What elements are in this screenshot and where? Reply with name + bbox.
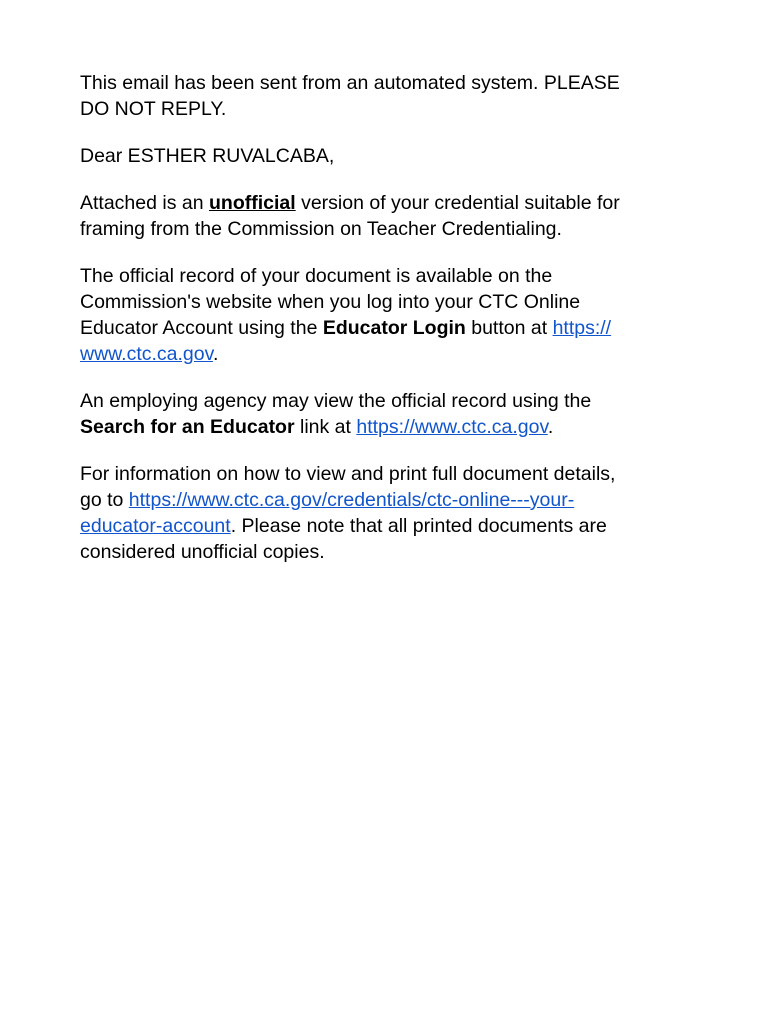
attached-paragraph xyxy=(80,190,690,242)
ctc-website-link-part-2[interactable]: www.ctc.ca.gov xyxy=(80,343,213,365)
official-line-3 xyxy=(80,315,690,341)
educator-login-label: Educator Login xyxy=(322,317,466,339)
official-line-3-prefix: Educator Account using the xyxy=(80,317,323,339)
search-educator-label: Search for an Educator xyxy=(80,416,295,438)
info-paragraph xyxy=(80,461,690,565)
info-line-2 xyxy=(80,487,690,513)
agency-suffix: . xyxy=(547,416,554,438)
info-line-2-prefix: go to xyxy=(80,489,129,511)
official-suffix: . xyxy=(212,343,219,365)
info-line-3-suffix: . Please note that all printed documents are xyxy=(230,515,607,537)
official-line-4 xyxy=(80,341,690,367)
email-body xyxy=(80,70,690,586)
educator-account-link-part-1[interactable]: https://www.ctc.ca.gov/credentials/ctc-online---your- xyxy=(128,489,575,511)
agency-paragraph xyxy=(80,388,690,440)
ctc-website-link-part-1[interactable]: https:// xyxy=(552,317,612,339)
agency-line-1: An employing agency may view the official record using the xyxy=(80,390,592,412)
info-line-4: considered unofficial copies. xyxy=(80,541,325,563)
official-line-1: The official record of your document is available on the xyxy=(80,265,553,287)
ctc-website-link[interactable]: https://www.ctc.ca.gov xyxy=(356,416,548,438)
notice-line-2: DO NOT REPLY. xyxy=(80,98,227,120)
attached-prefix: Attached is an xyxy=(80,192,209,214)
agency-mid: link at xyxy=(294,416,357,438)
official-line-2: Commission's website when you log into your CTC Online xyxy=(80,291,581,313)
info-line-3 xyxy=(80,513,690,539)
greeting-text: Dear ESTHER RUVALCABA, xyxy=(80,145,335,167)
notice-line-1: This email has been sent from an automated system. PLEASE xyxy=(80,72,620,94)
attached-suffix: version of your credential suitable for xyxy=(295,192,620,214)
agency-line-2 xyxy=(80,414,690,440)
info-line-1: For information on how to view and print full document details, xyxy=(80,463,616,485)
attached-line-2: framing from the Commission on Teacher Credentialing. xyxy=(80,218,562,240)
attached-line-1 xyxy=(80,190,690,216)
official-line-3-mid: button at xyxy=(465,317,553,339)
automated-notice xyxy=(80,70,690,122)
official-record-paragraph xyxy=(80,263,690,367)
unofficial-emphasis: unofficial xyxy=(209,192,296,214)
educator-account-link-part-2[interactable]: educator-account xyxy=(80,515,231,537)
greeting xyxy=(80,143,690,169)
